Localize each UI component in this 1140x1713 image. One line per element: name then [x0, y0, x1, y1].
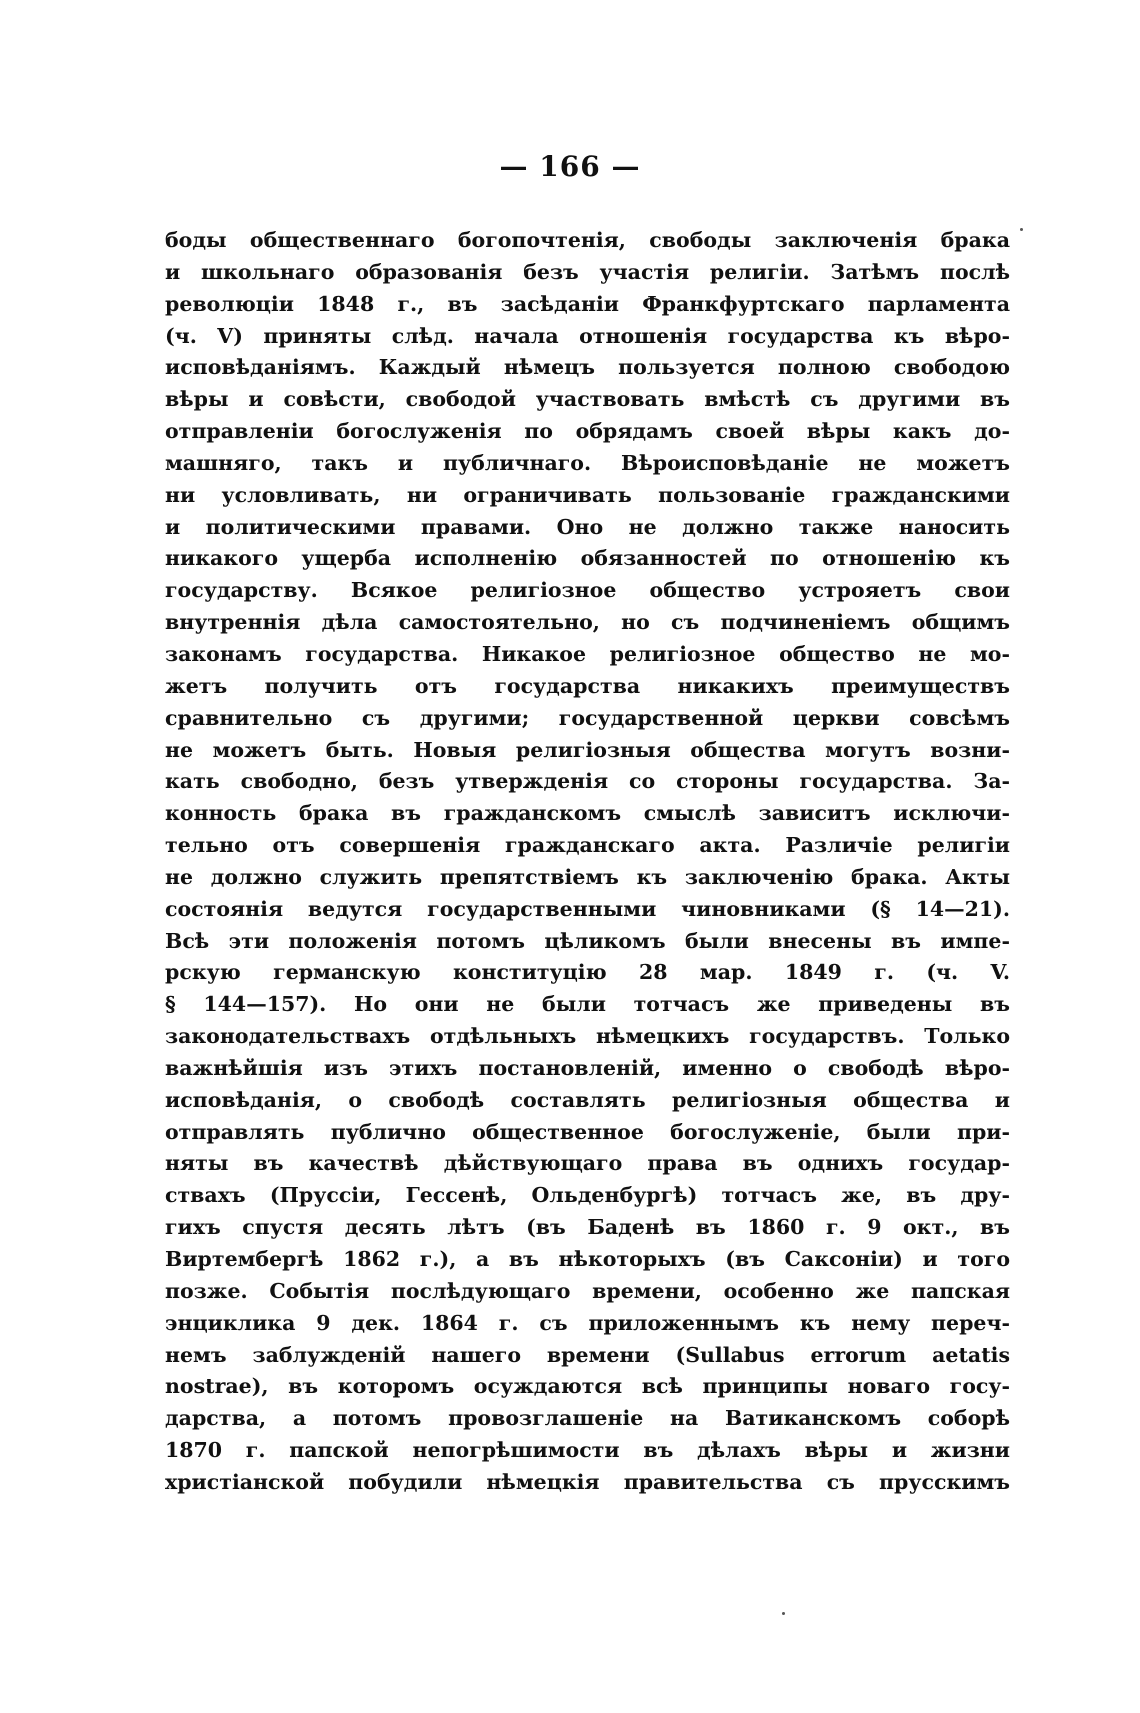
text-line: революціи 1848 г., въ засѣданіи Франкфуртскаго парламента	[165, 291, 1010, 316]
text-line: вѣры и совѣсти, свободой участвовать вмѣстѣ съ другими въ	[165, 387, 1010, 412]
text-line: 1870 г. папской непогрѣшимости въ дѣлахъ вѣры и жизни	[165, 1438, 1010, 1463]
text-line: nostrae), въ которомъ осуждаются всѣ принципы новаго госу-	[165, 1374, 1010, 1399]
text-line: машняго, такъ и публичнаго. Вѣроисповѣданіе не можетъ	[165, 450, 1010, 475]
text-line: ни условливать, ни ограничивать пользованіе гражданскими	[165, 482, 1010, 507]
text-line: Виртембергѣ 1862 г.), а въ нѣкоторыхъ (въ Саксоніи) и того	[165, 1247, 1010, 1271]
text-line: христіанской побудили нѣмецкія правительства съ прусскимъ	[165, 1469, 1010, 1494]
text-line: отправлять публично общественное богослуженіе, были при-	[165, 1119, 1010, 1144]
text-line: кать свободно, безъ утвержденія со стороны государства. За-	[165, 769, 1010, 794]
text-line: боды общественнаго богопочтенія, свободы заключенія брака	[165, 228, 1010, 252]
text-line: сравнительно съ другими; государственной церкви совсѣмъ	[165, 705, 1010, 730]
text-line: исповѣданіямъ. Каждый нѣмецъ пользуется полною свободою	[165, 355, 1010, 380]
text-line: Всѣ эти положенія потомъ цѣликомъ были внесены въ импе-	[165, 928, 1010, 953]
text-line: няты въ качествѣ дѣйствующаго права въ однихъ государ-	[165, 1151, 1010, 1176]
text-line: законодательствахъ отдѣльныхъ нѣмецкихъ государствъ. Только	[165, 1024, 1010, 1049]
text-line: дарства, а потомъ провозглашеніе на Ватиканскомъ соборѣ	[165, 1406, 1010, 1431]
text-line: ствахъ (Пруссіи, Гессенѣ, Ольденбургѣ) тотчасъ же, въ дру-	[165, 1183, 1010, 1208]
text-line: и политическими правами. Оно не должно также наносить	[165, 514, 1010, 539]
text-line: государству. Всякое религіозное общество устрояетъ свои	[165, 578, 1010, 603]
text-line: рскую германскую конституцію 28 мар. 1849 г. (ч. V.	[165, 960, 1010, 985]
text-line: жетъ получить отъ государства никакихъ преимуществъ	[165, 673, 1010, 698]
text-line: исповѣданія, о свободѣ составлять религіозныя общества и	[165, 1087, 1010, 1112]
text-line: позже. Событія послѣдующаго времени, особенно же папская	[165, 1278, 1010, 1303]
text-line: не можетъ быть. Новыя религіозныя общества могутъ возни-	[165, 737, 1010, 762]
text-line: и школьнаго образованія безъ участія религіи. Затѣмъ послѣ	[165, 259, 1010, 284]
text-line: немъ заблужденій нашего времени (Sullabus errorum aetatis	[165, 1342, 1010, 1367]
text-line: никакого ущерба исполненію обязанностей по отношенію къ	[165, 546, 1010, 571]
text-line: законамъ государства. Никакое религіозное общество не мо-	[165, 641, 1010, 666]
text-line: (ч. V) приняты слѣд. начала отношенія государства къ вѣро-	[165, 323, 1010, 348]
text-line: внутреннія дѣла самостоятельно, но съ подчиненіемъ общимъ	[165, 610, 1010, 635]
body-text	[165, 225, 1010, 1499]
text-line: § 144—157). Но они не были тотчасъ же приведены въ	[165, 992, 1010, 1017]
text-line: конность брака въ гражданскомъ смыслѣ зависитъ исключи-	[165, 801, 1010, 826]
text-line: важнѣйшія изъ этихъ постановленій, именно о свободѣ вѣро-	[165, 1055, 1010, 1080]
page-number: — 166 —	[499, 150, 641, 183]
text-line: не должно служить препятствіемъ къ заключенію брака. Акты	[165, 864, 1010, 889]
text-line: отправленіи богослуженія по обрядамъ своей вѣры какъ до-	[165, 419, 1010, 444]
print-speck	[782, 1612, 785, 1615]
text-line: состоянія ведутся государственными чиновниками (§ 14—21).	[165, 896, 1010, 921]
text-line: тельно отъ совершенія гражданскаго акта. Различіе религіи	[165, 833, 1010, 858]
print-speck	[1020, 228, 1023, 231]
text-line: гихъ спустя десять лѣтъ (въ Баденѣ въ 1860 г. 9 окт., въ	[165, 1215, 1010, 1240]
text-line: энциклика 9 дек. 1864 г. съ приложеннымъ къ нему переч-	[165, 1310, 1010, 1335]
